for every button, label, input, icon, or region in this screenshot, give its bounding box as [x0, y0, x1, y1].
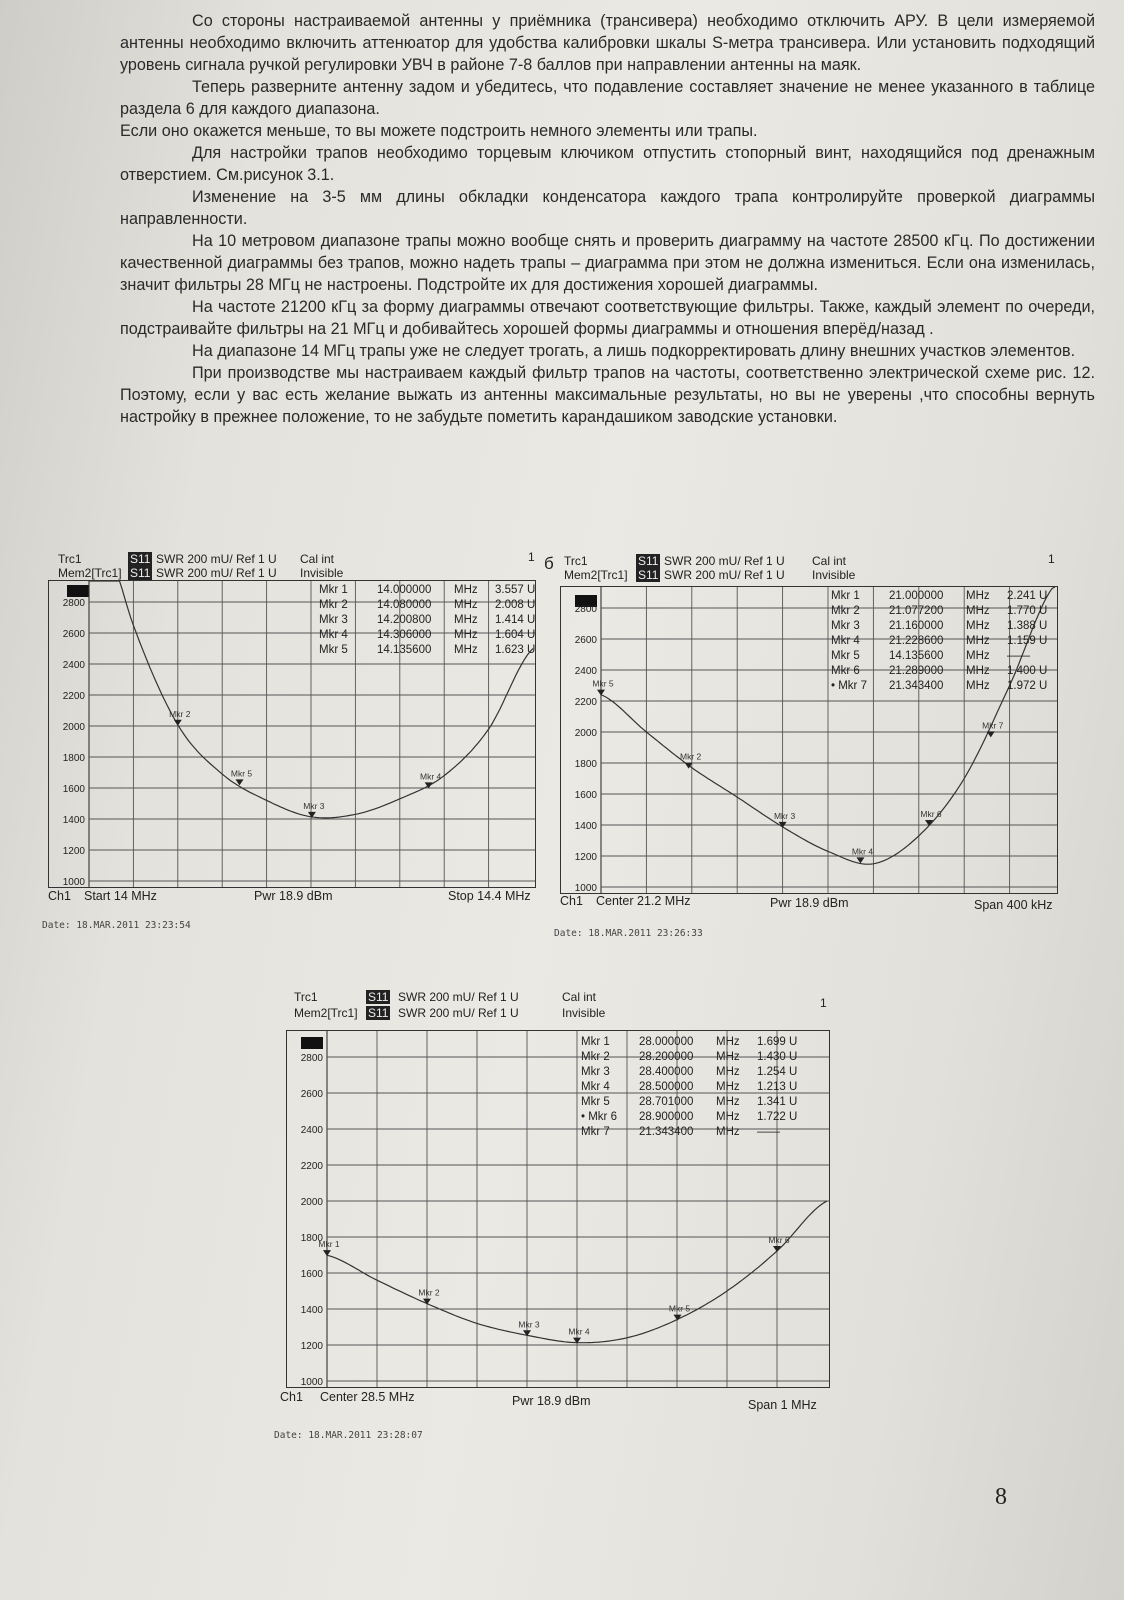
- scale-line: SWR 200 mU/ Ref 1 U: [156, 566, 277, 580]
- marker-value: 1.604 U: [495, 629, 536, 641]
- marker-value: 1.400 U: [1007, 665, 1048, 677]
- paragraph: На 10 метровом диапазоне трапы можно вообще снять и проверить диаграмму на частоте 28500 кГц. По достижении качественной диаграммы без трапов, можно надеть трапы – диаграмма при этом не должна измениться. Если она изменилась, значит фильтры 28 МГц не настроены. Подстройте их для достижения хорошей диаграммы.: [120, 232, 1095, 294]
- marker-label: Mkr 2: [581, 1051, 610, 1063]
- marker-label: Mkr 3: [831, 620, 860, 632]
- marker-unit: MHz: [716, 1081, 740, 1093]
- y-tick-label: 1000: [300, 1377, 323, 1387]
- marker-table: [831, 589, 1051, 694]
- y-tick-label: 2800: [300, 1053, 323, 1064]
- scale-line: SWR 200 mU/ Ref 1 U: [156, 552, 277, 566]
- marker-unit: MHz: [966, 650, 990, 662]
- s11-badge: S11: [368, 1006, 389, 1020]
- marker-triangle: [423, 1299, 431, 1305]
- y-tick-label: 1800: [574, 759, 597, 770]
- paragraph: Теперь разверните антенну задом и убедитесь, что подавление составляет значение не менее указанного в таблице раздела 6 для каждого диапазона.: [120, 78, 1095, 118]
- marker-unit: MHz: [966, 620, 990, 632]
- channel-label: Ch1: [280, 1390, 303, 1404]
- marker-value: 1.972 U: [1007, 680, 1048, 692]
- y-tick-label: 2200: [300, 1161, 323, 1172]
- marker-value: 1.430 U: [757, 1051, 798, 1063]
- memory-label: Mem2[Trc1]: [58, 566, 122, 580]
- marker-value: 1.213 U: [757, 1081, 798, 1093]
- marker-unit: MHz: [716, 1036, 740, 1048]
- y-tick-label: 2400: [62, 660, 85, 671]
- marker-point-label: Mkr 3: [518, 1319, 540, 1330]
- marker-value: 2.241 U: [1007, 590, 1048, 602]
- power-label: Pwr 18.9 dBm: [512, 1394, 591, 1408]
- marker-label: Mkr 4: [581, 1081, 610, 1093]
- marker-value: 1.254 U: [757, 1066, 798, 1078]
- y-tick-label: 2400: [574, 666, 597, 677]
- marker-label: Mkr 7: [581, 1126, 610, 1138]
- timestamp: Date: 18.MAR.2011 23:26:33: [554, 928, 703, 939]
- marker-point-label: Mkr 4: [420, 771, 442, 782]
- y-tick-label: 1000: [574, 883, 597, 893]
- marker-unit: MHz: [966, 590, 990, 602]
- marker-point-label: Mkr 4: [851, 846, 874, 857]
- y-tick-label: 2600: [62, 629, 85, 640]
- stop-frequency: Stop 14.4 MHz: [448, 889, 531, 903]
- marker-frequency: 14.080000: [377, 599, 432, 611]
- paragraph: На частоте 21200 кГц за форму диаграммы отвечают соответствующие фильтры. Также, каждый элемент по очереди, подстраивайте фильтры на 21 МГц и добивайтесь хорошей формы диаграммы и отношения вперёд/назад .: [120, 298, 1095, 338]
- y-tick-label: 2200: [574, 697, 597, 708]
- paragraph: Изменение на 3-5 мм длины обкладки конденсатора каждого трапа контролируйте проверкой диаграммы направленности.: [120, 188, 1095, 228]
- y-tick-label: 1400: [300, 1305, 323, 1316]
- memory-label: Mem2[Trc1]: [294, 1006, 358, 1020]
- scale-line: SWR 200 mU/ Ref 1 U: [398, 1006, 519, 1020]
- marker-unit: MHz: [716, 1126, 740, 1138]
- paragraph: На диапазоне 14 МГц трапы уже не следует трогать, а лишь подкорректировать длину внешних участков элементов.: [192, 342, 1076, 360]
- marker-point-label: Mkr 2: [679, 751, 702, 762]
- marker-frequency: 28.500000: [639, 1081, 694, 1093]
- y-tick-label: 1400: [62, 815, 85, 826]
- s11-badge: S11: [130, 566, 151, 580]
- marker-label: Mkr 5: [319, 644, 348, 656]
- marker-unit: MHz: [454, 644, 478, 656]
- y-tick-label: 2200: [62, 691, 85, 702]
- scale-line: SWR 200 mU/ Ref 1 U: [664, 568, 785, 582]
- marker-label: Mkr 3: [581, 1066, 610, 1078]
- trace-label: Trc1: [294, 990, 318, 1004]
- marker-label: • Mkr 6: [581, 1111, 617, 1123]
- marker-point-label: Mkr 7: [982, 720, 1004, 731]
- marker-point-label: Mkr 6: [920, 809, 942, 819]
- paragraph: При производстве мы настраиваем каждый фильтр трапов на частоты, соответственно электрической схеме рис. 12. Поэтому, если у вас есть желание выжать из антенны максимальные результаты, но вы не уверены ,что способны вернуть настройку в прежнее положение, то не забудьте пометить карандашиком заводские установки.: [120, 364, 1095, 426]
- marker-unit: MHz: [966, 635, 990, 647]
- channel-number: 1: [820, 996, 827, 1010]
- marker-value: 2.008 U: [495, 599, 536, 611]
- marker-unit: MHz: [966, 605, 990, 617]
- y-tick-label: 2800: [574, 604, 597, 615]
- s11-badge: S11: [368, 990, 389, 1004]
- marker-frequency: 14.306000: [377, 629, 432, 641]
- marker-label: Mkr 2: [831, 605, 860, 617]
- marker-triangle: [987, 731, 995, 737]
- y-tick-label: 1600: [300, 1269, 323, 1280]
- marker-frequency: 21.000000: [889, 590, 944, 602]
- marker-value: 1.159 U: [1007, 635, 1048, 647]
- marker-value: 1.341 U: [757, 1096, 798, 1108]
- marker-row: [831, 679, 1051, 694]
- marker-triangle: [174, 720, 182, 726]
- start-frequency: Start 14 MHz: [84, 889, 157, 903]
- panel-letter: б: [544, 554, 554, 573]
- y-tick-label: 2000: [574, 728, 597, 739]
- marker-label: Mkr 1: [581, 1036, 610, 1048]
- marker-label: Mkr 6: [831, 665, 860, 677]
- marker-point-label: Mkr 3: [773, 810, 796, 821]
- y-tick-label: 1800: [300, 1233, 323, 1244]
- cal-label: Cal int: [300, 552, 335, 566]
- marker-label: Mkr 5: [581, 1096, 610, 1108]
- marker-value: ——: [1007, 650, 1030, 662]
- marker-row: [831, 619, 1051, 634]
- page-number: 8: [995, 1484, 1007, 1510]
- cal-label: Cal int: [562, 990, 597, 1004]
- marker-point-label: Mkr 5: [668, 1303, 691, 1314]
- y-tick-label: 2000: [300, 1197, 323, 1208]
- cal-label: Invisible: [562, 1006, 606, 1020]
- cal-label: Invisible: [300, 566, 344, 580]
- y-tick-label: 1000: [62, 877, 85, 887]
- marker-frequency: 28.900000: [639, 1111, 694, 1123]
- marker-frequency: 21.077200: [889, 605, 944, 617]
- plot-area: [48, 580, 536, 888]
- marker-unit: MHz: [716, 1051, 740, 1063]
- marker-row: [319, 598, 536, 613]
- marker-value: 1.388 U: [1007, 620, 1048, 632]
- marker-unit: MHz: [454, 599, 478, 611]
- marker-unit: MHz: [716, 1066, 740, 1078]
- marker-row: [581, 1050, 801, 1065]
- cal-label: Cal int: [812, 554, 847, 568]
- marker-point-label: Mkr 5: [592, 678, 614, 689]
- y-tick-label: 1200: [574, 852, 597, 863]
- plot-area: [286, 1030, 830, 1388]
- marker-row: [831, 664, 1051, 679]
- channel-number: 1: [528, 550, 535, 564]
- power-label: Pwr 18.9 dBm: [770, 896, 849, 910]
- marker-point-label: Mkr 2: [169, 708, 191, 719]
- marker-value: 1.722 U: [757, 1111, 798, 1123]
- power-label: Pwr 18.9 dBm: [254, 889, 333, 903]
- marker-point-label: Mkr 5: [230, 768, 253, 779]
- swr-chart-21mhz: [554, 550, 1070, 950]
- marker-table: [581, 1035, 801, 1140]
- marker-point-label: Mkr 2: [418, 1287, 440, 1298]
- y-tick-label: 1400: [574, 821, 597, 832]
- marker-frequency: 21.228600: [889, 635, 944, 647]
- marker-frequency: 14.200800: [377, 614, 432, 626]
- marker-unit: MHz: [716, 1111, 740, 1123]
- marker-label: Mkr 3: [319, 614, 348, 626]
- marker-row: [319, 613, 536, 628]
- paragraph: Если оно окажется меньше, то вы можете подстроить немного элементы или трапы.: [120, 122, 758, 140]
- marker-table: [319, 583, 536, 658]
- marker-row: [319, 643, 536, 658]
- marker-frequency: 14.135600: [377, 644, 432, 656]
- marker-label: • Mkr 7: [831, 680, 867, 692]
- channel-label: Ch1: [560, 894, 583, 908]
- y-tick-label: 2800: [62, 598, 85, 609]
- marker-frequency: 14.000000: [377, 584, 432, 596]
- marker-unit: MHz: [716, 1096, 740, 1108]
- trace-label: Trc1: [564, 554, 588, 568]
- marker-point-label: Mkr 6: [768, 1235, 790, 1246]
- marker-point-label: Mkr 1: [318, 1239, 340, 1250]
- marker-label: Mkr 1: [831, 590, 860, 602]
- channel-label: Ch1: [48, 889, 71, 903]
- marker-row: [319, 628, 536, 643]
- marker-row: [831, 604, 1051, 619]
- y-tick-label: 2000: [62, 722, 85, 733]
- y-tick-label: 2600: [300, 1089, 323, 1100]
- marker-frequency: 28.701000: [639, 1096, 694, 1108]
- center-frequency: Center 21.2 MHz: [596, 894, 691, 908]
- marker-row: [581, 1035, 801, 1050]
- body-text: [120, 10, 1095, 428]
- span-label: Span 1 MHz: [748, 1398, 817, 1412]
- marker-label: Mkr 4: [831, 635, 860, 647]
- marker-frequency: 28.000000: [639, 1036, 694, 1048]
- center-frequency: Center 28.5 MHz: [320, 1390, 415, 1404]
- timestamp: Date: 18.MAR.2011 23:28:07: [274, 1430, 423, 1441]
- y-tick-label: 1600: [574, 790, 597, 801]
- marker-row: [831, 649, 1051, 664]
- marker-frequency: 21.160000: [889, 620, 944, 632]
- channel-number: 1: [1048, 552, 1055, 566]
- marker-value: 3.557 U: [495, 584, 536, 596]
- marker-row: [581, 1095, 801, 1110]
- y-tick-label: 1800: [62, 753, 85, 764]
- trace-label: Trc1: [58, 552, 82, 566]
- marker-unit: MHz: [966, 665, 990, 677]
- s11-badge: S11: [130, 552, 151, 566]
- marker-unit: MHz: [454, 629, 478, 641]
- marker-frequency: 21.289000: [889, 665, 944, 677]
- marker-unit: MHz: [454, 584, 478, 596]
- marker-value: 1.623 U: [495, 644, 536, 656]
- marker-row: [319, 583, 536, 598]
- plot-area: [560, 586, 1058, 894]
- y-tick-label: 1200: [62, 846, 85, 857]
- y-tick-label: 1200: [300, 1341, 323, 1352]
- marker-triangle: [597, 690, 605, 696]
- swr-chart-14mhz: [42, 548, 548, 948]
- marker-frequency: 28.400000: [639, 1066, 694, 1078]
- paragraph: Со стороны настраиваемой антенны у приёмника (трансивера) необходимо отключить АРУ. В цели измеряемой антенны необходимо включить аттенюатор для удобства калибровки шкалы S-метра трансивера. Или установить подходящий уровень сигнала ручкой регулировки УВЧ в районе 7-8 баллов при направлении антенны на маяк.: [120, 12, 1095, 74]
- y-tick-label: 1600: [62, 784, 85, 795]
- marker-unit: MHz: [454, 614, 478, 626]
- swr-chart-28mhz: [274, 990, 846, 1450]
- s11-badge: S11: [638, 554, 659, 568]
- scale-line: SWR 200 mU/ Ref 1 U: [664, 554, 785, 568]
- marker-unit: MHz: [966, 680, 990, 692]
- marker-frequency: 14.135600: [889, 650, 944, 662]
- marker-row: [581, 1110, 801, 1125]
- span-label: Span 400 kHz: [974, 898, 1053, 912]
- marker-row: [581, 1125, 801, 1140]
- y-tick-label: 2600: [574, 635, 597, 646]
- cal-label: Invisible: [812, 568, 856, 582]
- marker-label: Mkr 5: [831, 650, 860, 662]
- paragraph: Для настройки трапов необходимо торцевым ключиком отпустить стопорный винт, находящийся под дренажным отверстием. См.рисунок 3.1.: [120, 144, 1095, 184]
- marker-value: 1.414 U: [495, 614, 536, 626]
- marker-row: [831, 634, 1051, 649]
- marker-row: [581, 1065, 801, 1080]
- marker-row: [581, 1080, 801, 1095]
- marker-row: [831, 589, 1051, 604]
- marker-frequency: 21.343400: [639, 1126, 694, 1138]
- timestamp: Date: 18.MAR.2011 23:23:54: [42, 920, 191, 931]
- marker-point-label: Mkr 4: [568, 1326, 590, 1337]
- marker-triangle: [323, 1250, 331, 1256]
- marker-point-label: Mkr 3: [303, 800, 325, 811]
- memory-label: Mem2[Trc1]: [564, 568, 628, 582]
- marker-value: 1.699 U: [757, 1036, 798, 1048]
- y-tick-label: 2400: [300, 1125, 323, 1136]
- marker-frequency: 28.200000: [639, 1051, 694, 1063]
- s11-badge: S11: [638, 568, 659, 582]
- marker-value: ——: [757, 1126, 780, 1138]
- marker-label: Mkr 2: [319, 599, 348, 611]
- scale-line: SWR 200 mU/ Ref 1 U: [398, 990, 519, 1004]
- marker-value: 1.770 U: [1007, 605, 1048, 617]
- marker-frequency: 21.343400: [889, 680, 944, 692]
- marker-label: Mkr 1: [319, 584, 348, 596]
- marker-label: Mkr 4: [319, 629, 348, 641]
